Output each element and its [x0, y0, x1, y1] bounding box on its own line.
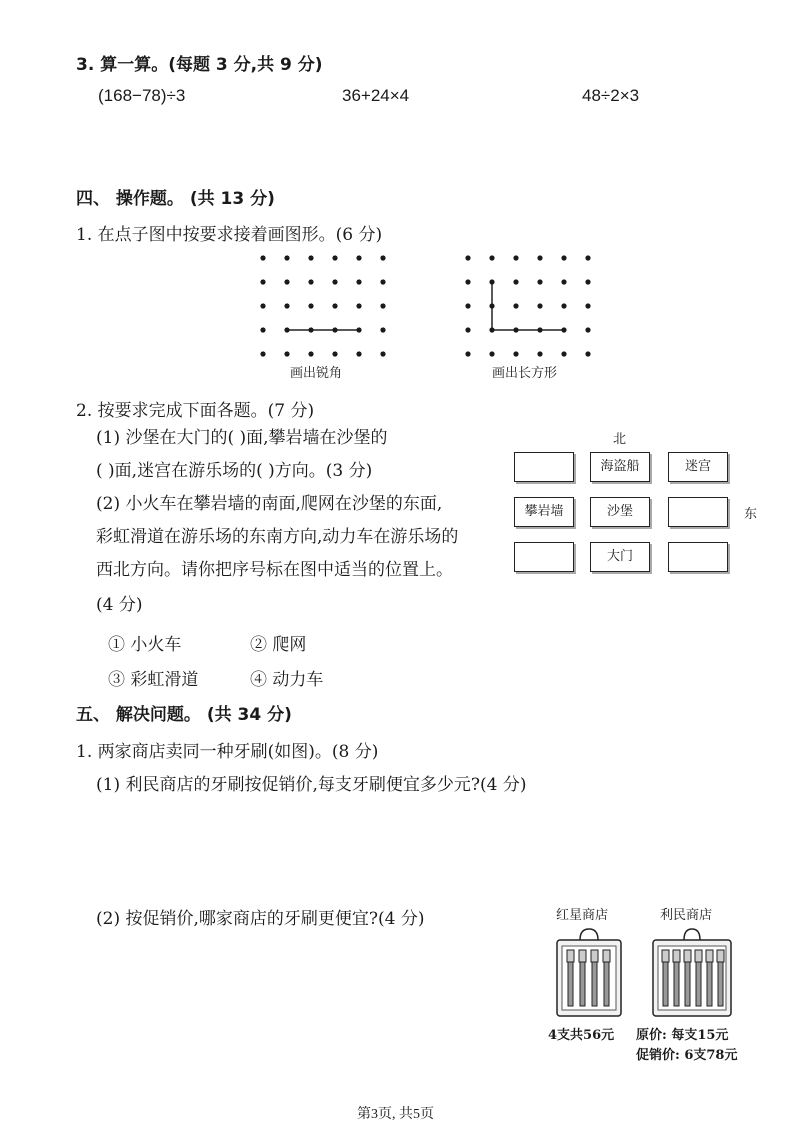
grid-dot[interactable] [356, 351, 361, 356]
grid-dot[interactable] [537, 351, 542, 356]
sec5-q1-part2: (2) 按促销价,哪家商店的牙刷更便宜?(4 分) [96, 909, 425, 929]
grid-dot[interactable] [537, 303, 542, 308]
map-cell-maze: 迷宫 [668, 452, 728, 482]
caption-acute-angle: 画出锐角 [290, 366, 343, 381]
grid-dot[interactable] [585, 303, 590, 308]
map-cell-southeast[interactable] [668, 542, 728, 572]
option-2: ② 爬网 [250, 635, 307, 655]
q2-part2-line4: (4 分) [96, 595, 143, 615]
grid-dot[interactable] [561, 327, 566, 332]
grid-dot[interactable] [260, 303, 265, 308]
option-3: ③ 彩虹滑道 [108, 670, 199, 690]
store-2-name: 利民商店 [660, 908, 713, 923]
grid-dot[interactable] [284, 327, 289, 332]
section-4-title: 四、 操作题。 (共 13 分) [76, 189, 275, 209]
section-5-title: 五、 解决问题。 (共 34 分) [76, 705, 292, 725]
grid-dot[interactable] [260, 327, 265, 332]
sec5-q1-part1: (1) 利民商店的牙刷按促销价,每支牙刷便宜多少元?(4 分) [96, 775, 527, 795]
map-cell-southwest[interactable] [514, 542, 574, 572]
grid-dot[interactable] [561, 255, 566, 260]
option-4: ④ 动力车 [250, 670, 324, 690]
north-label: 北 [613, 432, 627, 447]
grid-dot[interactable] [284, 279, 289, 284]
grid-dot[interactable] [356, 327, 361, 332]
page-number: 第3页, 共5页 [357, 1107, 434, 1122]
grid-dot[interactable] [380, 279, 385, 284]
grid-dot[interactable] [513, 279, 518, 284]
grid-dot[interactable] [332, 279, 337, 284]
grid-dot[interactable] [513, 303, 518, 308]
grid-dot[interactable] [513, 351, 518, 356]
grid-dot[interactable] [513, 327, 518, 332]
grid-dot[interactable] [561, 351, 566, 356]
map-cell-gate: 大门 [590, 542, 650, 572]
grid-dot[interactable] [308, 279, 313, 284]
q2-part1-line2: ( )面,迷宫在游乐场的( )方向。(3 分) [96, 461, 373, 481]
sec4-q2-title: 2. 按要求完成下面各题。(7 分) [76, 401, 315, 421]
grid-dot[interactable] [561, 279, 566, 284]
toothbrush-pack-4-icon [556, 926, 622, 1018]
q2-part2-line3: 西北方向。请你把序号标在图中适当的位置上。 [96, 560, 453, 580]
grid-dot[interactable] [260, 351, 265, 356]
grid-dot[interactable] [380, 303, 385, 308]
grid-dot[interactable] [537, 255, 542, 260]
grid-dot[interactable] [465, 327, 470, 332]
map-cell-pirate-ship: 海盗船 [590, 452, 650, 482]
expression-1: (168−78)÷3 [98, 86, 186, 105]
caption-rectangle: 画出长方形 [492, 366, 558, 381]
store-2-promo-price: 促销价: 6支78元 [636, 1048, 738, 1063]
q2-part1-line1: (1) 沙堡在大门的( )面,攀岩墙在沙堡的 [96, 428, 388, 448]
grid-dot[interactable] [308, 327, 313, 332]
grid-dot[interactable] [380, 327, 385, 332]
grid-dot[interactable] [332, 303, 337, 308]
grid-dot[interactable] [356, 303, 361, 308]
grid-dot[interactable] [332, 327, 337, 332]
dot-grid-acute-angle [255, 248, 395, 368]
grid-dot[interactable] [284, 351, 289, 356]
grid-dot[interactable] [380, 255, 385, 260]
grid-dot[interactable] [465, 303, 470, 308]
east-label: 东 [744, 507, 758, 522]
q3-title: 3. 算一算。(每题 3 分,共 9 分) [76, 55, 323, 75]
expression-2: 36+24×4 [342, 86, 410, 105]
store-1-name: 红星商店 [556, 908, 609, 923]
grid-dot[interactable] [380, 351, 385, 356]
grid-dot[interactable] [284, 255, 289, 260]
grid-dot[interactable] [260, 255, 265, 260]
map-cell-northwest[interactable] [514, 452, 574, 482]
store-2-original-price: 原价: 每支15元 [636, 1028, 729, 1043]
expression-3: 48÷2×3 [582, 86, 640, 105]
map-cell-climbing-wall: 攀岩墙 [514, 497, 574, 527]
grid-dot[interactable] [308, 303, 313, 308]
grid-dot[interactable] [284, 303, 289, 308]
grid-dot[interactable] [489, 351, 494, 356]
sec5-q1-title: 1. 两家商店卖同一种牙刷(如图)。(8 分) [76, 742, 379, 762]
sec4-q1-title: 1. 在点子图中按要求接着画图形。(6 分) [76, 225, 383, 245]
grid-dot[interactable] [489, 327, 494, 332]
dot-grid-rectangle [460, 248, 600, 368]
grid-dot[interactable] [513, 255, 518, 260]
map-cell-sandcastle: 沙堡 [590, 497, 650, 527]
grid-dot[interactable] [561, 303, 566, 308]
grid-dot[interactable] [537, 327, 542, 332]
grid-dot[interactable] [465, 351, 470, 356]
grid-dot[interactable] [489, 255, 494, 260]
grid-dot[interactable] [585, 351, 590, 356]
map-cell-east[interactable] [668, 497, 728, 527]
q2-part2-line2: 彩虹滑道在游乐场的东南方向,动力车在游乐场的 [96, 527, 459, 547]
grid-dot[interactable] [585, 255, 590, 260]
grid-dot[interactable] [489, 303, 494, 308]
grid-dot[interactable] [537, 279, 542, 284]
toothbrush-pack-6-icon [652, 926, 732, 1018]
grid-dot[interactable] [585, 279, 590, 284]
option-1: ① 小火车 [108, 635, 182, 655]
grid-dot[interactable] [332, 255, 337, 260]
grid-dot[interactable] [585, 327, 590, 332]
grid-dot[interactable] [308, 351, 313, 356]
grid-dot[interactable] [489, 279, 494, 284]
grid-dot[interactable] [465, 279, 470, 284]
grid-dot[interactable] [332, 351, 337, 356]
grid-dot[interactable] [465, 255, 470, 260]
grid-dot[interactable] [356, 255, 361, 260]
grid-dot[interactable] [260, 279, 265, 284]
grid-dot[interactable] [356, 279, 361, 284]
q2-part2-line1: (2) 小火车在攀岩墙的南面,爬网在沙堡的东面, [96, 494, 443, 514]
store-1-price: 4支共56元 [548, 1028, 615, 1043]
grid-dot[interactable] [308, 255, 313, 260]
